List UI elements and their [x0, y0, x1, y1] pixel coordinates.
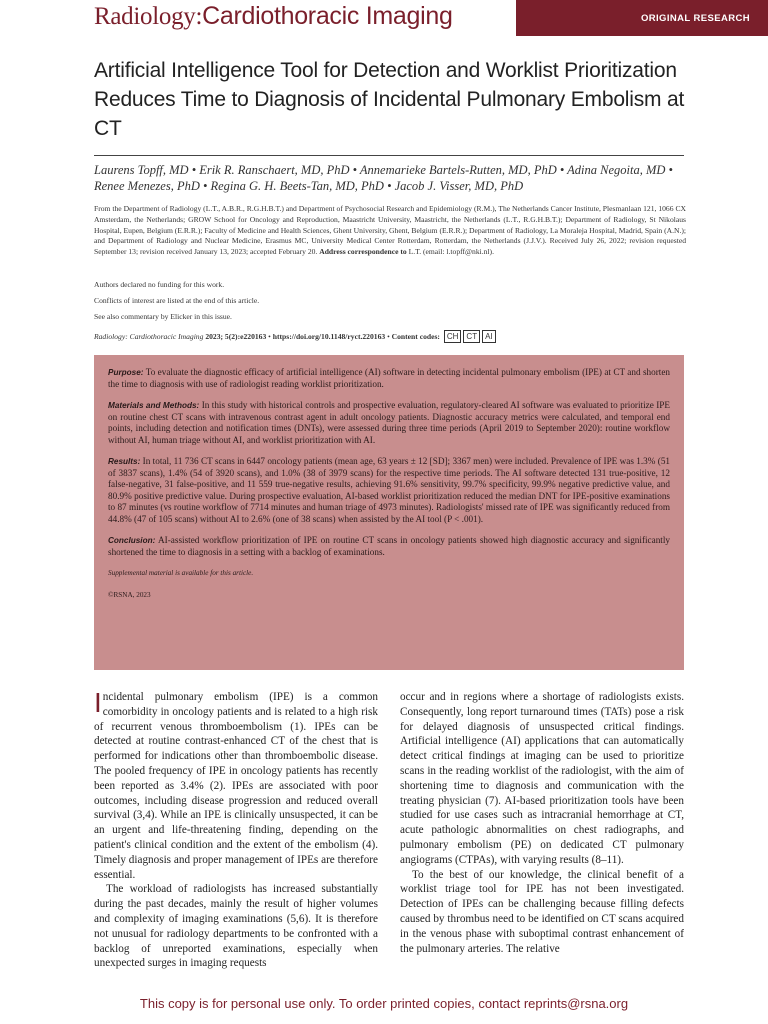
article-type-banner: ORIGINAL RESEARCH: [516, 0, 768, 36]
article-title: Artificial Intelligence Tool for Detection and Worklist Prioritization Reduces Time to Diagnosis of Incidental Pulmonary Embolism at CT: [94, 59, 685, 140]
journal-name: [94, 2, 453, 31]
body-paragraph: occur and in regions where a shortage of radiologists exists. Consequently, long report turnaround times (TATs) pose a risk for delayed diagnosis of unsuspected critical findings. Artificial intelligence (AI) applications that can automatically detect critical findings at imaging can be used to prioritize scans in the reading worklist of the radiologist, with the aim of shortening time to diagnosis and communication with the treating physician (7). AI-based prioritization tools have been studied for use cases such as intracranial hemorrhage at CT, acute pathologic abnormalities on chest radiographs, and pulmonary embolism (PE) on dedicated CT pulmonary angiograms (CTPAs), with varying results (8–11).: [400, 691, 684, 866]
results-text: In total, 11 736 CT scans in 6447 oncology patients (mean age, 63 years ± 12 [SD]; 3367 men) were included. Prevalence of IPE was 1.3% (51 of 3837 scans), 1.4% (54 of 3920 scans), and 1.0% (38 of 3979 scans) for the respective time periods. The AI software detected 131 true-positive, 12 false-negative, 31 false-positive, and 11 559 true-negative results, achieving 91.6% sensitivity, 99.7% specificity, 99.9% negative predictive value, and 80.9% positive predictive value. During prospective evaluation, AI-based worklist prioritization reduced the median DNT for IPE-positive examinations to 87 minutes (vs routine workflow of 7714 minutes and human triage of 4973 minutes). Radiologists' missed rate of IPE was significantly reduced from 44.8% (47 of 105 scans) without AI to 2.6% (one of 38 scans) when assisted by the AI tool (P < .001).: [108, 456, 671, 524]
correspondence-text: L.T. (email: l.topff@nki.nl).: [408, 247, 494, 257]
abstract-conclusion: [108, 535, 670, 558]
conflicts-note: Conflicts of interest are listed at the end of this article.: [94, 296, 260, 305]
funding-note: Authors declared no funding for this work.: [94, 280, 225, 289]
body-text: ncidental pulmonary embolism (IPE) is a common comorbidity in oncology patients and is related to a high risk of recurrent venous thromboembolism (1). IPEs can be detected at routine contrast-enhanced CT of the chest that is performed for indications other than thromboembolic disease. The pooled frequency of IPE in oncology patients has recently been reported as 3.4% (2). IPEs are associated with poor outcomes, including disease progression and reduced overall survival (3,4). While an IPE is clinically unsuspected, it can be an urgent and life-threatening finding, depending on the patient's clinical condition and the extent of the embolism (4). Timely diagnosis and proper management of IPEs are therefore essential.: [94, 691, 378, 881]
abstract-purpose: [108, 367, 670, 390]
reprint-footer[interactable]: This copy is for personal use only. To order printed copies, contact reprints@rsna.org: [139, 996, 629, 1011]
affiliations: [94, 204, 686, 258]
commentary-note: See also commentary by Elicker in this issue.: [94, 312, 232, 321]
purpose-text: To evaluate the diagnostic efficacy of artificial intelligence (AI) software in detecting incidental pulmonary embolism (IPE) at CT and shorten the time to diagnosis with use of radiologist reading worklist prioritization.: [108, 367, 670, 389]
conclusion-label: Conclusion:: [108, 536, 156, 545]
abstract-methods: [108, 400, 670, 446]
abstract-box: [94, 355, 684, 670]
purpose-label: Purpose:: [108, 368, 144, 377]
title-divider: [94, 155, 684, 156]
code-ch: CH: [444, 330, 462, 343]
methods-label: Materials and Methods:: [108, 401, 200, 410]
methods-text: In this study with historical controls and prospective evaluation, regulatory-cleared AI software was evaluated to prioritize IPE on routine chest CT scans with intravenous contrast agent in adult oncology patients. Diagnostic accuracy metrics were calculated, and temporal end points, including detection and notification times (DNTs), were assessed during three time periods (April 2019 to September 2020): routine workflow without AI, human triage without AI, and worklist prioritization with AI.: [108, 400, 670, 445]
code-ct: CT: [463, 330, 480, 343]
content-codes-label: Content codes:: [391, 332, 440, 341]
body-column-right: [400, 690, 684, 956]
copyright: ©RSNA, 2023: [108, 590, 151, 599]
citation-ref: 2023; 5(2):e220163: [205, 332, 267, 341]
supplemental-note: Supplemental material is available for this article.: [108, 569, 254, 577]
citation-line: Radiology: Cardiothoracic Imaging 2023; 5(2):e220163 • https://doi.org/10.1148/ryct.220163 • Content codes: CH CT AI: [94, 330, 496, 343]
body-paragraph: To the best of our knowledge, the clinical benefit of a worklist triage tool for IPE has not been investigated. Detection of IPEs can be challenging because filling defects caused by thrombus need to be identified on CT scans acquired in the venous phase with suboptimal contrast enhancement of the pulmonary arteries. The relative: [400, 868, 684, 955]
abstract-results: [108, 456, 670, 525]
code-ai: AI: [482, 330, 496, 343]
affiliations-text: From the Department of Radiology (L.T., A.B.R., R.G.H.B.T.) and Department of Psychosocial Research and Epidemiology (R.M.), The Netherlands Cancer Institute, Plesmanlaan 121, 1066 CX Amsterdam, the Netherlands; GROW School for Oncology and Reproduction, Maastricht University, Maastricht, the Netherlands (L.T., R.G.H.B.T.); Department of Radiology, St Nikolaus Hospital, Eupen, Belgium (E.R.R.); Faculty of Medicine and Health Sciences, Ghent University, Ghent, Belgium (E.R.R.); Department of Radiology, La Moraleja Hospital, Madrid, Spain (A.N.); and Department of Radiology and Nuclear Medicine, Erasmus MC, University Medical Center Rotterdam, Rotterdam, the Netherlands (J.J.V.). Received July 26, 2022; revision requested September 13; revision received January 13, 2023; accepted February 20.: [94, 204, 686, 257]
results-label: Results:: [108, 457, 141, 466]
correspondence-label: Address correspondence to: [319, 247, 407, 257]
citation-journal: Radiology: Cardiothoracic Imaging: [94, 332, 204, 341]
body-paragraph: The workload of radiologists has increased substantially during the past decades, mainly the result of higher volumes and complexity of imaging examinations (5,6). It is therefore not unusual for radiology departments to be confronted with a backlog of unreported examinations, especially when unexpected surges in imaging requests: [94, 883, 378, 970]
citation-doi[interactable]: https://doi.org/10.1148/ryct.220163: [272, 332, 386, 341]
author-list: Laurens Topff, MD • Erik R. Ranschaert, MD, PhD • Annemarieke Bartels-Rutten, MD, PhD • Adina Negoita, MD • Renee Menezes, PhD • Regina G. H. Beets-Tan, MD, PhD • Jacob J. Visser, MD, PhD: [94, 163, 673, 193]
journal-name-bold: Radiology:: [94, 3, 203, 30]
conclusion-text: AI-assisted workflow prioritization of IPE on routine CT scans in oncology patients showed high diagnostic accuracy and significantly shortened the time to diagnosis in a setting with a backlog of examinations.: [108, 535, 670, 557]
body-paragraph: [94, 687, 378, 882]
body-column-left: [94, 687, 378, 971]
drop-cap: I: [94, 687, 102, 718]
journal-name-light: Cardiothoracic Imaging: [202, 2, 453, 30]
